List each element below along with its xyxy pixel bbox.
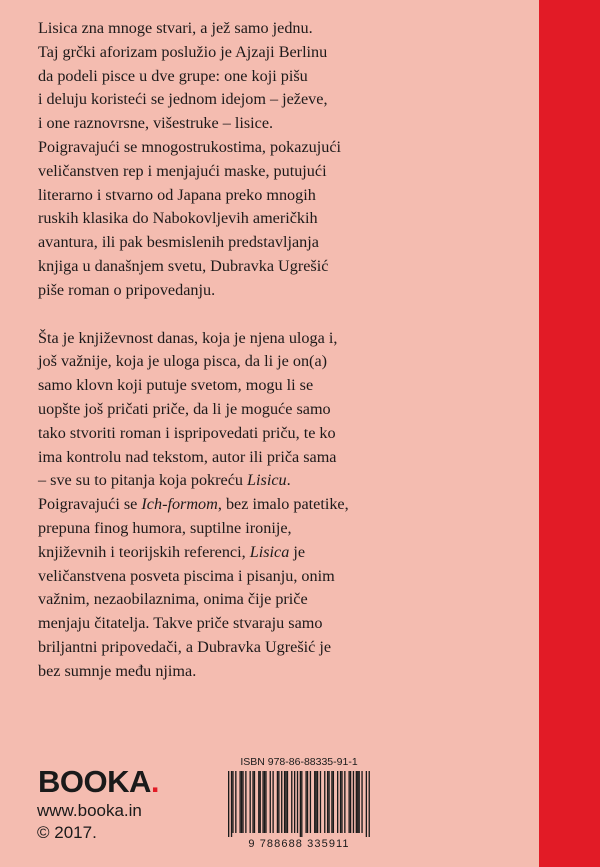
barcode-bar <box>294 771 295 833</box>
barcode-bar <box>361 771 362 833</box>
publisher-logo <box>38 766 159 797</box>
blurb-line: veličanstvena posveta piscima i pisanju, onim <box>38 566 335 585</box>
barcode-bar <box>241 771 242 833</box>
blurb-line: ima kontrolu nad tekstom, autor ili priča sama <box>38 447 337 466</box>
barcode-bar <box>356 771 357 833</box>
barcode-bar <box>369 771 370 837</box>
barcode-bar <box>320 771 321 833</box>
blurb-line: literarno i stvarno od Japana preko mnogih <box>38 185 316 204</box>
blurb-line: još važnije, koja je uloga pisca, da li je on(a) <box>38 352 328 371</box>
barcode-bar <box>284 771 285 833</box>
blurb-line: piše roman o pripovedanju. <box>38 280 216 299</box>
book-title-italic: Lisica <box>249 542 290 561</box>
barcode-bar <box>314 771 315 833</box>
blurb-line: Poigravajući se mnogostrukostima, pokazujući <box>38 137 342 156</box>
barcode-bar <box>315 771 316 833</box>
barcode-digits: 9 788688 335911 <box>248 838 350 850</box>
blurb-text: – sve su to pitanja koja pokreću <box>38 471 248 490</box>
barcode-bar <box>310 771 311 833</box>
barcode-bar <box>232 771 233 833</box>
publisher-website: www.booka.in <box>37 801 142 820</box>
blurb-line: samo klovn koji putuje svetom, mogu li se <box>38 376 314 395</box>
barcode-bar <box>270 771 271 833</box>
barcode-bar <box>348 771 349 833</box>
barcode-bar <box>252 771 253 833</box>
barcode-bar <box>357 771 358 833</box>
term-italic: Ich-formom <box>141 495 218 514</box>
barcode-bar <box>254 771 255 833</box>
logo-text: BOOKA <box>38 764 151 799</box>
barcode-bar <box>305 771 306 833</box>
barcode-bar <box>301 771 302 837</box>
barcode-bar <box>250 771 251 833</box>
barcode-bar <box>359 771 360 833</box>
barcode-bars <box>228 771 370 837</box>
barcode-bar <box>341 771 342 833</box>
blurb-line: uopšte još pričati priče, da li je moguće samo <box>38 399 331 418</box>
barcode-bar <box>350 771 351 833</box>
blurb-text: književnih i teorijskih referenci, <box>38 542 250 561</box>
blurb-text: , bez imalo patetike, <box>217 495 349 514</box>
blurb-line: Taj grčki aforizam poslužio je Ajzaji Berlinu <box>38 42 328 61</box>
barcode-bar <box>245 771 246 833</box>
blurb-line: avantura, ili pak besmislenih predstavljanja <box>38 233 319 252</box>
barcode-bar <box>333 771 334 833</box>
blurb-line <box>38 469 528 493</box>
blurb-line: i one raznovrsne, višestruke – lisice. <box>38 114 274 133</box>
blurb-line: bez sumnje među njima. <box>38 661 197 680</box>
barcode-bar <box>285 771 286 833</box>
barcode-bar <box>281 771 282 833</box>
logo-dot: . <box>150 764 160 799</box>
barcode-bar <box>317 771 318 833</box>
barcode-bar <box>242 771 243 833</box>
barcode-bar <box>231 771 232 837</box>
barcode-bar <box>366 771 367 837</box>
barcode-bar <box>307 771 308 833</box>
copyright-notice: © 2017. <box>37 823 97 842</box>
barcode-bar <box>337 771 338 833</box>
blurb-text: Poigravajući se <box>38 495 142 514</box>
barcode-bar <box>353 771 354 833</box>
blurb-line: menjaju čitatelja. Takve priče stvaraju samo <box>38 614 323 633</box>
barcode-bar <box>287 771 288 833</box>
back-cover-blurb <box>38 17 528 684</box>
barcode-bar <box>272 771 273 833</box>
barcode-bar <box>327 771 328 833</box>
blurb-line: veličanstven rep i menjajući maske, putujući <box>38 161 327 180</box>
blurb-line: i deluju koristeći se jednom idejom – ježeve, <box>38 90 328 109</box>
blurb-text: je <box>289 542 306 561</box>
barcode-bar <box>331 771 332 833</box>
blurb-line <box>38 493 528 517</box>
book-title-italic: Lisicu <box>247 471 287 490</box>
barcode-bar <box>239 771 240 833</box>
barcode-bar <box>291 771 292 833</box>
blurb-text: . <box>286 471 291 490</box>
blurb-line: briljantni pripovedači, a Dubravka Ugrešić je <box>38 637 332 656</box>
barcode-bar <box>258 771 259 833</box>
barcode-bar <box>300 771 301 837</box>
blurb-line: važnim, nezaobilaznima, onima čije priče <box>38 590 308 609</box>
barcode-bar <box>324 771 325 833</box>
blurb-line: tako stvoriti roman i ispripovedati priču, te ko <box>38 423 336 442</box>
blurb-line: knjiga u današnjem svetu, Dubravka Ugrešić <box>38 256 329 275</box>
blurb-line: Lisica zna mnoge stvari, a jež samo jednu. <box>38 19 313 37</box>
isbn-label: ISBN 978-86-88335-91-1 <box>240 756 358 768</box>
barcode-bar <box>277 771 278 833</box>
red-side-stripe <box>539 0 600 867</box>
blurb-line: prepuna finog humora, suptilne ironije, <box>38 518 292 537</box>
blurb-line: Šta je književnost danas, koja je njena uloga i, <box>38 328 338 347</box>
barcode-bar <box>340 771 341 833</box>
blurb-line: ruskih klasika do Nabokovljevih američkih <box>38 209 318 228</box>
barcode-bar <box>260 771 261 833</box>
isbn-barcode <box>224 752 374 853</box>
barcode-bar <box>265 771 266 833</box>
barcode-bar <box>278 771 279 833</box>
blurb-line: da podeli pisce u dve grupe: one koji pišu <box>38 66 308 85</box>
barcode-bar <box>235 771 236 833</box>
barcode-bar <box>328 771 329 833</box>
barcode-bar <box>344 771 345 833</box>
barcode-bar <box>297 771 298 833</box>
blurb-line <box>38 541 528 565</box>
barcode-bar <box>228 771 229 837</box>
blurb-paragraph-1 <box>38 17 528 303</box>
barcode-bar <box>264 771 265 833</box>
blurb-paragraph-2 <box>38 327 528 684</box>
barcode-bar <box>262 771 263 833</box>
